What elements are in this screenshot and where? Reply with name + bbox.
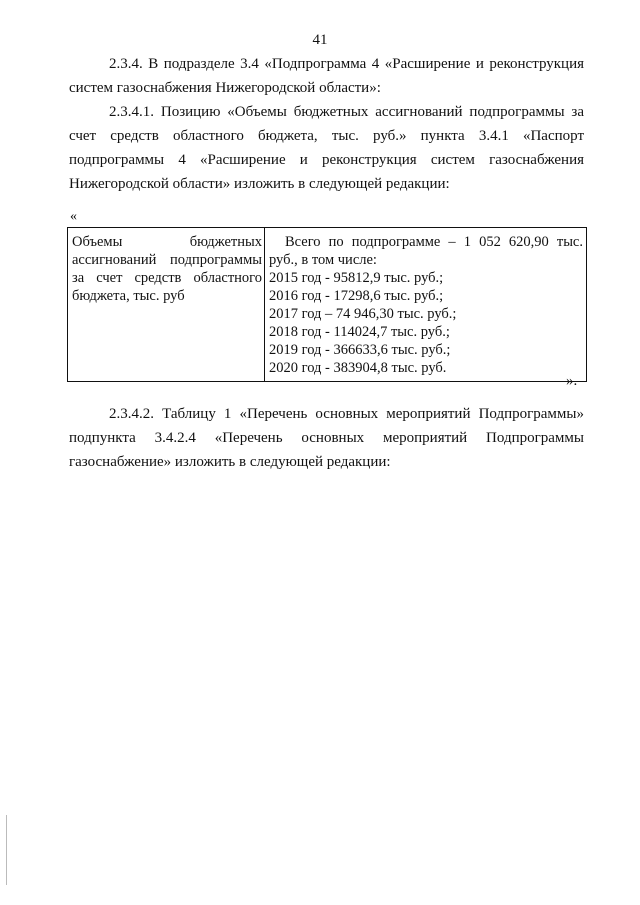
budget-year-2017: 2017 год – 74 946,30 тыс. руб.; [269, 306, 457, 322]
budget-year-2018: 2018 год - 114024,7 тыс. руб.; [269, 324, 450, 340]
budget-total-line: Всего по подпрограмме – 1 052 620,90 тыс. [285, 234, 583, 250]
budget-year-2019: 2019 год - 366633,6 тыс. руб.; [269, 342, 451, 358]
opening-quote-mark: « [70, 209, 77, 224]
paragraph-2-3-4-1 [69, 100, 584, 196]
budget-year-2016: 2016 год - 17298,6 тыс. руб.; [269, 288, 444, 304]
budget-allocation-table [67, 227, 587, 382]
budget-total-continuation: руб., в том числе: [269, 252, 377, 268]
paragraph-2-3-4-1-text: 2.3.4.1. Позицию «Объемы бюджетных ассигнований подпрограммы за счет средств областного бюджета, тыс. руб.» пункта 3.4.1 «Паспорт подпрограммы 4 «Расширение и реконструкция систем газоснабжения Нижегородской области» изложить в следующей редакции: [69, 104, 584, 192]
paragraph-2-3-4 [69, 52, 584, 100]
budget-values-cell [265, 228, 587, 382]
paragraph-2-3-4-2-text: 2.3.4.2. Таблицу 1 «Перечень основных мероприятий Подпрограммы» подпункта 3.4.2.4 «Перечень основных мероприятий Подпрограммы газоснабжение» изложить в следующей редакции: [69, 406, 584, 470]
paragraph-2-3-4-2 [69, 402, 584, 474]
table-row [68, 228, 587, 382]
closing-quote-mark: ». [566, 373, 578, 389]
paragraph-2-3-4-text: 2.3.4. В подразделе 3.4 «Подпрограмма 4 «Расширение и реконструкция систем газоснабжения Нижегородской области»: [69, 56, 584, 96]
budget-label-cell: Объемы бюджетных ассигнований подпрограммы за счет средств областного бюджета, тыс. руб [68, 228, 265, 382]
page-number: 41 [312, 32, 328, 48]
budget-year-2015: 2015 год - 95812,9 тыс. руб.; [269, 270, 444, 286]
scan-margin-line [6, 815, 7, 885]
budget-year-2020: 2020 год - 383904,8 тыс. руб. [269, 360, 447, 376]
